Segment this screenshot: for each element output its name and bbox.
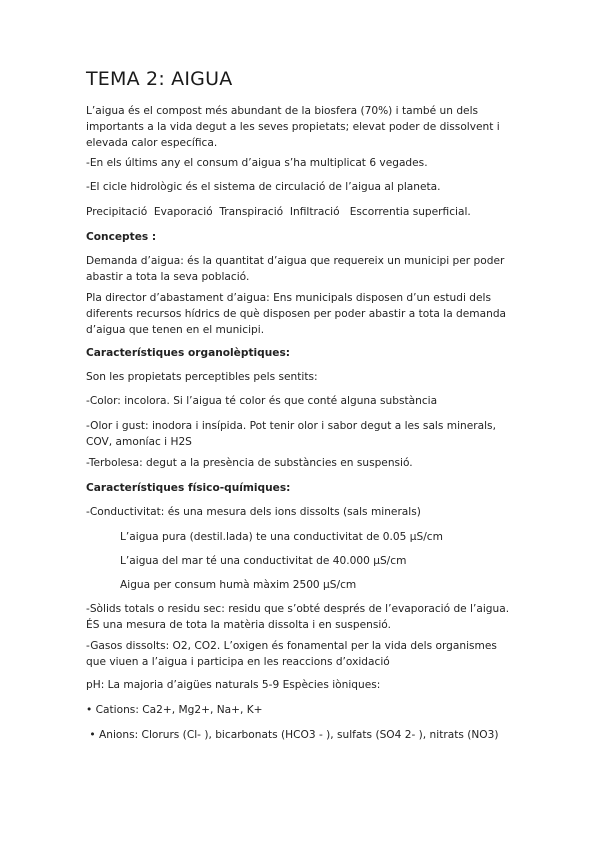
- concepts-heading: Conceptes :: [86, 231, 157, 243]
- intro-paragraph: L’aigua és el compost més abundant de la biosfera (70%) i també un dels importants a la vida degut a les seves propietats; elevat poder de dissolvent i elevada calor específica.: [86, 105, 500, 149]
- conductivity-pure-water: L’aigua pura (destil.lada) te una conductivitat de 0.05 µS/cm: [120, 531, 443, 543]
- gases-item: -Gasos dissolts: O2, CO2. L’oxigen és fonamental per la vida dels organismes que viuen a l’aigua i participa en les reaccions d’oxidació: [86, 640, 497, 668]
- organoleptic-intro: Son les propietats perceptibles pels sentits:: [86, 371, 318, 383]
- plan-paragraph: Pla director d’abastament d’aigua: Ens municipals disposen d’un estudi dels diferents recursos hídrics de què disposen per poder abastir a tota la demanda d’aigua que tenen en el municipi.: [86, 292, 507, 336]
- ph-item: pH: La majoria d’aigües naturals 5-9 Espècies iòniques:: [86, 679, 381, 691]
- color-item: -Color: incolora. Si l’aigua té color és que conté alguna substància: [86, 395, 438, 407]
- conductivity-sea-water: L’aigua del mar té una conductivitat de 40.000 µS/cm: [120, 555, 407, 567]
- physicochemical-heading: Característiques físico-químiques:: [86, 482, 291, 494]
- cycle-stages: Precipitació Evaporació Transpiració Infiltració Escorrentia superficial.: [86, 206, 471, 218]
- cations-item: • Cations: Ca2+, Mg2+, Na+, K+: [86, 704, 263, 716]
- fact-consumption: -En els últims any el consum d’aigua s’ha multiplicat 6 vegades.: [86, 157, 428, 169]
- turbidity-item: -Terbolesa: degut a la presència de substàncies en suspensió.: [86, 457, 413, 469]
- odor-taste-item: -Olor i gust: inodora i insípida. Pot tenir olor i sabor degut a les sals minerals, COV, amoníac i H2S: [86, 420, 496, 448]
- conductivity-drinking-water: Aigua per consum humà màxim 2500 µS/cm: [120, 579, 357, 591]
- organoleptic-heading: Característiques organolèptiques:: [86, 347, 290, 359]
- demand-paragraph: Demanda d’aigua: és la quantitat d’aigua que requereix un municipi per poder abastir a tota la seva població.: [86, 255, 505, 283]
- anions-item: • Anions: Clorurs (Cl- ), bicarbonats (HCO3 - ), sulfats (SO4 2- ), nitrats (NO3): [86, 729, 499, 741]
- page-title: TEMA 2: AIGUA: [86, 68, 233, 90]
- conductivity-item: -Conductivitat: és una mesura dels ions dissolts (sals minerals): [86, 506, 421, 518]
- fact-hydrologic-cycle: -El cicle hidrològic és el sistema de circulació de l’aigua al planeta.: [86, 181, 441, 193]
- solids-item: -Sòlids totals o residu sec: residu que s’obté després de l’evaporació de l’aigua. ÉS una mesura de tota la matèria dissolta i en suspensió.: [86, 603, 510, 631]
